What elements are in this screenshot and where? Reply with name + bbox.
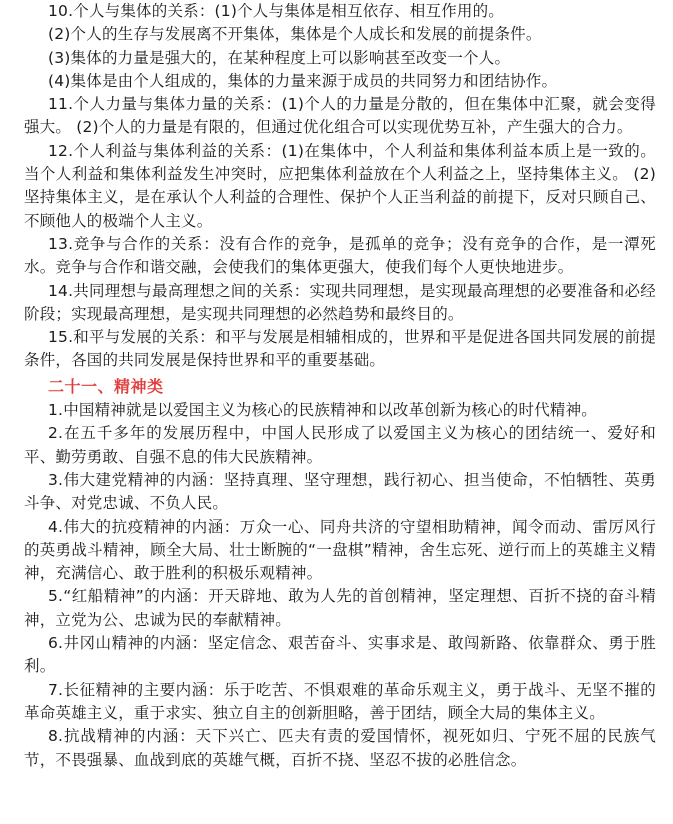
- relation-10-point-4: (4)集体是由个人组成的，集体的力量来源于成员的共同努力和团结协作。: [48, 71, 558, 90]
- document-body: [24, 0, 656, 772]
- relation-10: 10.个人与集体的关系：(1)个人与集体是相互依存、相互作用的。: [48, 2, 505, 20]
- spirit-item-4: 4.伟大的抗疫精神的内涵：万众一心、同舟共济的守望相助精神，闻令而动、雷厉风行的英勇战斗精神，顾全大局、壮士断腕的“一盘棋”精神，舍生忘死、逆行而上的英雄主义精神，充满信心、敢于胜利的积极乐观精神。: [24, 517, 656, 583]
- spirit-item-3: 3.伟大建党精神的内涵：坚持真理、坚守理想，践行初心、担当使命，不怕牺牲、英勇斗争、对党忠诚、不负人民。: [24, 470, 656, 513]
- relation-12: 12.个人利益与集体利益的关系：(1)在集体中，个人利益和集体利益本质上是一致的。当个人利益和集体利益发生冲突时，应把集体利益放在个人利益之上，坚持集体主义。 (2)坚持集体主义，是在承认个人利益的合理性、保护个人正当利益的前提下，反对只顾自己、不顾他人的极端个人主义。: [24, 141, 656, 230]
- spirit-item-2: 2.在五千多年的发展历程中，中国人民形成了以爱国主义为核心的团结统一、爱好和平、勤劳勇敢、自强不息的伟大民族精神。: [24, 424, 656, 466]
- spirit-item-7: 7.长征精神的主要内涵：乐于吃苦、不惧艰难的革命乐观主义，勇于战斗、无坚不摧的革命英雄主义，重于求实、独立自主的创新胆略，善于团结，顾全大局的集体主义。: [24, 680, 656, 722]
- relation-10-point-3: (3)集体的力量是强大的，在某种程度上可以影响甚至改变一个人。: [48, 48, 511, 67]
- relation-13: 13.竞争与合作的关系：没有合作的竞争，是孤单的竞争；没有竞争的合作，是一潭死水。竞争与合作和谐交融，会使我们的集体更强大，使我们每个人更快地进步。: [24, 234, 656, 277]
- relation-15: 15.和平与发展的关系：和平与发展是相辅相成的，世界和平是促进各国共同发展的前提条件，各国的共同发展是保持世界和平的重要基础。: [24, 328, 656, 370]
- spirit-item-5: 5.“红船精神”的内涵：开天辟地、敢为人先的首创精神，坚定理想、百折不挠的奋斗精神，立党为公、忠诚为民的奉献精神。: [24, 587, 656, 629]
- section-heading-spirit: 二十一、精神类: [48, 376, 164, 396]
- spirit-item-8: 8.抗战精神的内涵：天下兴亡、匹夫有责的爱国情怀，视死如归、宁死不屈的民族气节，不畏强暴、血战到底的英雄气概，百折不挠、坚忍不拔的必胜信念。: [24, 727, 656, 769]
- relation-10-point-2: (2)个人的生存与发展离不开集体，集体是个人成长和发展的前提条件。: [48, 25, 542, 44]
- relation-14: 14.共同理想与最高理想之间的关系：实现共同理想，是实现最高理想的必要准备和必经阶段；实现最高理想，是实现共同理想的必然趋势和最终目的。: [24, 281, 656, 323]
- spirit-item-1: 1.中国精神就是以爱国主义为核心的民族精神和以改革创新为核心的时代精神。: [48, 401, 597, 420]
- relation-11: 11.个人力量与集体力量的关系：(1)个人的力量是分散的，但在集体中汇聚，就会变得强大。 (2)个人的力量是有限的，但通过优化组合可以实现优势互补，产生强大的合力。: [24, 95, 656, 137]
- spirit-item-6: 6.井冈山精神的内涵：坚定信念、艰苦奋斗、实事求是、敢闯新路、依靠群众、勇于胜利。: [24, 634, 656, 676]
